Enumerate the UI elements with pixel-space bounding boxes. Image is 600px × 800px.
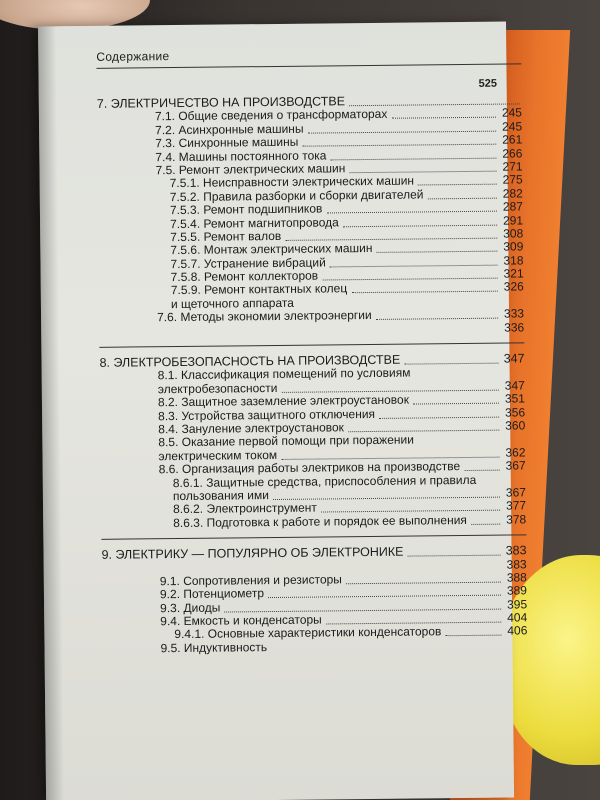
toc-entry-title: 8.6.3. Подготовка к работе и порядок ее выполнения [173, 512, 467, 530]
toc-page-number: 367 [505, 458, 526, 473]
toc-page-number: 336 [504, 320, 525, 335]
toc-page-number: 383 [506, 556, 527, 572]
toc-page-number: 378 [506, 512, 527, 527]
dot-leader [349, 161, 496, 174]
toc-page-number: 360 [505, 418, 526, 433]
dot-leader [471, 513, 500, 524]
toc-page-number: 377 [505, 498, 527, 513]
dot-leader [268, 585, 501, 598]
toc-page-number: 404 [507, 610, 528, 625]
page-number: 525 [478, 77, 498, 90]
toc-entry-title: 7.3. Синхронные машины [155, 134, 299, 151]
dot-leader [224, 598, 501, 612]
toc-entry-title: 9.1. Сопротивления и резисторы [159, 572, 342, 589]
toc-entry-title: 7.5.5. Ремонт валов [170, 228, 282, 244]
dot-leader [326, 612, 501, 625]
toc-page-number: 245 [501, 105, 523, 120]
section-divider [101, 534, 526, 539]
toc-entry-title: электрическим током [158, 447, 278, 463]
toc-entry-title: 8.5. Оказание первой помощи при поражении [158, 432, 414, 450]
toc-page-number: 367 [505, 485, 526, 500]
section-divider [99, 342, 524, 347]
toc-entry-title: 7.1. Общие сведения о трансформаторах [154, 107, 388, 124]
toc-page-number: 321 [503, 266, 524, 281]
dot-leader [376, 308, 498, 320]
toc-entry-title: 7.2. Асинхронные машины [155, 121, 304, 138]
toc-entry-title: электробезопасности [157, 380, 278, 397]
toc-page-number: 318 [503, 253, 524, 268]
toc-page-number: 309 [503, 239, 524, 254]
toc-page-number: 406 [507, 623, 528, 639]
dot-leader [428, 187, 497, 199]
toc-entry-title: 9.2. Потенциометр [159, 586, 265, 602]
dot-leader [281, 379, 498, 392]
toc-entry-title: 9.4.1. Основные характеристики конденсаторов [174, 624, 442, 642]
toc-entry-title: 9. ЭЛЕКТРИКУ — ПОПУЛЯРНО ОБ ЭЛЕКТРОНИКЕ [101, 544, 404, 562]
toc-page-number: 347 [503, 351, 525, 366]
toc-entry-title: 7.5.6. Монтаж электрических машин [170, 241, 373, 258]
dot-leader [273, 487, 500, 500]
dot-leader [418, 174, 497, 186]
toc-entry-title: 7.5.4. Ремонт магнитопровода [170, 214, 339, 231]
toc-entry-title: 7.5.9. Ремонт контактных колец [170, 281, 348, 298]
dot-leader [348, 420, 499, 433]
dot-leader [330, 254, 498, 267]
header-rule [96, 63, 521, 68]
dot-leader [349, 93, 520, 106]
dot-leader [413, 393, 499, 405]
toc-entry-title: 7.5.2. Правила разборки и сборки двигателей [169, 187, 424, 204]
dot-leader [346, 572, 501, 585]
toc-page-number: 287 [502, 199, 523, 214]
dot-leader [326, 201, 497, 214]
toc-page-number: 245 [501, 119, 523, 134]
toc-entry [102, 638, 527, 656]
dot-leader [404, 353, 498, 365]
toc-entry-title: 7.5.3. Ремонт подшипников [169, 201, 323, 218]
toc-page-number: 266 [502, 145, 523, 161]
toc-entry-title: 7.6. Методы экономии электроэнергии [156, 308, 372, 325]
toc-page-number: 291 [502, 212, 524, 228]
toc-page-number: 351 [504, 391, 526, 406]
dot-leader [407, 545, 500, 557]
toc-entry-title: 8.6.1. Защитные средства, приспособления и правила [172, 472, 477, 490]
toc-entry-title: 7.4. Машины постоянного тока [155, 148, 327, 164]
toc-entry-title: 9.4. Емкость и конденсаторы [160, 612, 322, 629]
toc-entry-title: 8.4. Зануление электроустановок [158, 420, 344, 437]
dot-leader [445, 625, 501, 637]
toc-page-number: 383 [505, 543, 527, 558]
toc-page-number: 271 [502, 159, 523, 174]
toc-entry-title: 8. ЭЛЕКТРОБЕЗОПАСНОСТЬ НА ПРОИЗВОДСТВЕ [99, 352, 401, 370]
book-page [38, 22, 528, 800]
toc-entry-title: 9.3. Диоды [160, 600, 221, 615]
toc-entry-title: 7.5.1. Неисправности электрических машин [169, 173, 415, 191]
dot-leader [351, 281, 498, 294]
toc-page-number: 362 [505, 445, 526, 460]
toc-entry-title: 8.3. Устройства защитного отключения [158, 406, 376, 423]
toc-entry-title: и щеточного аппарата [170, 295, 294, 311]
toc-page-number: 347 [504, 378, 525, 393]
dot-leader [343, 214, 497, 227]
toc-page-number: 356 [504, 404, 526, 420]
toc-page-number: 308 [503, 226, 524, 241]
dot-leader [321, 500, 500, 513]
toc-entry-title: 7.5. Ремонт электрических машин [155, 161, 346, 178]
toc-entry-title: 7.5.7. Устранение вибраций [170, 255, 326, 271]
dot-leader [391, 107, 496, 119]
toc-entry-title: 8.6. Организация работы электриков на производстве [158, 459, 461, 477]
toc-page-number: 275 [502, 172, 523, 187]
dot-leader [379, 406, 499, 418]
table-of-contents [97, 93, 528, 656]
dot-leader [376, 241, 497, 253]
toc-page-number: 282 [502, 186, 523, 201]
toc-page-number: 395 [506, 597, 528, 612]
toc-entry-title: 7. ЭЛЕКТРИЧЕСТВО НА ПРОИЗВОДСТВЕ [96, 94, 346, 111]
toc-page-number: 333 [503, 306, 525, 321]
dot-leader [308, 120, 497, 133]
dot-leader [302, 134, 496, 147]
dot-leader [330, 147, 496, 160]
dot-leader [322, 268, 497, 281]
toc-entry-title: пользования ими [172, 487, 269, 504]
toc-page-number: 326 [503, 279, 524, 295]
toc-entry-title: 8.1. Классификация помещений по условиям [157, 365, 411, 383]
toc-page-number: 261 [502, 132, 523, 147]
running-head: Содержание [96, 49, 170, 64]
toc-entry-title: 9.5. Индуктивность [160, 639, 268, 656]
dot-leader [285, 228, 497, 241]
page-gutter-shadow [38, 26, 64, 800]
dot-leader [464, 460, 500, 471]
toc-entry-title: 8.6.2. Электроинструмент [173, 500, 317, 517]
toc-entry-title: 7.5.8. Ремонт коллекторов [170, 268, 319, 285]
dot-leader [281, 446, 499, 459]
toc-entry-title: 8.2. Защитное заземление электроустановок [157, 392, 410, 410]
toc-page-number: 388 [506, 570, 527, 585]
toc-page-number: 389 [506, 583, 528, 598]
